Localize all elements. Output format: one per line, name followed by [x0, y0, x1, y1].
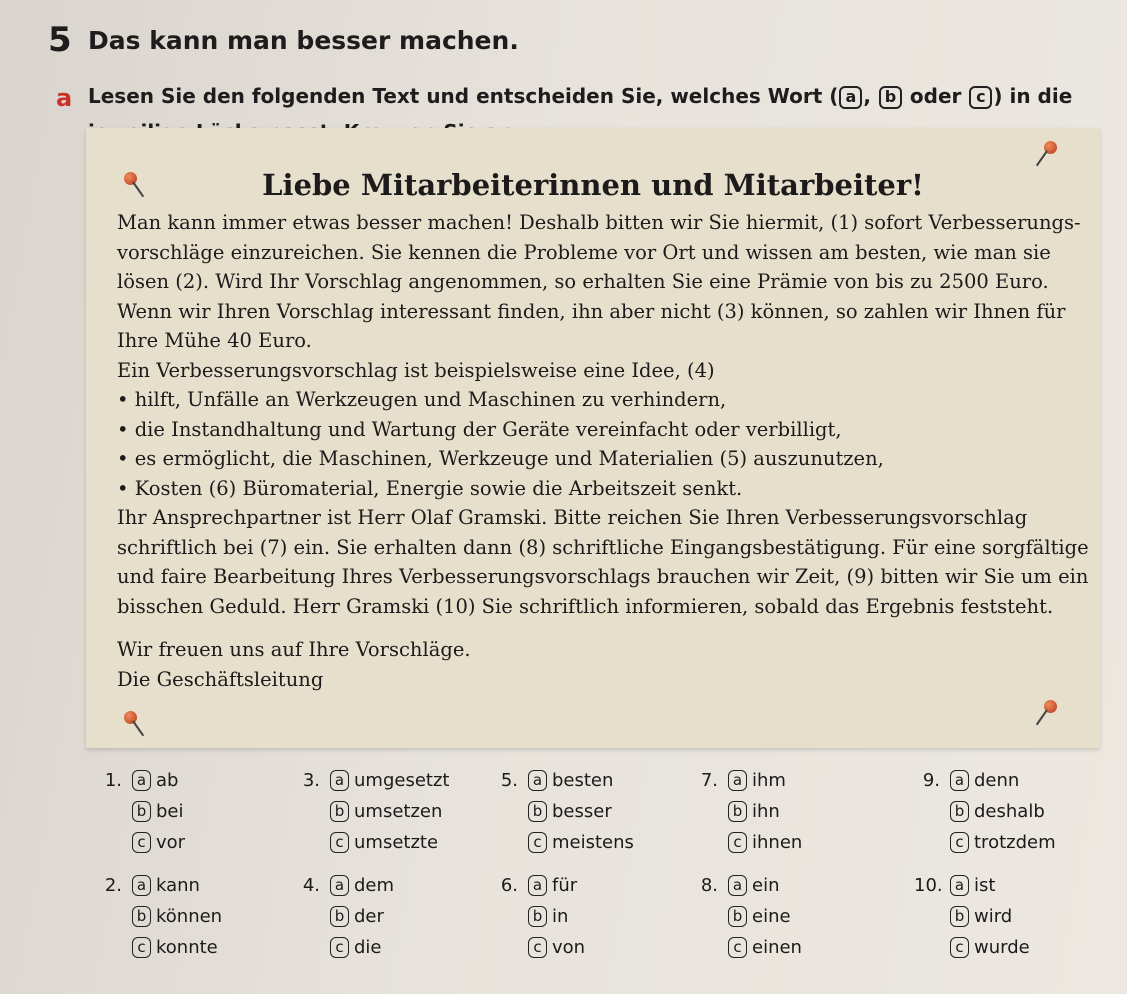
answer-option[interactable]	[528, 906, 568, 927]
answer-option[interactable]	[950, 937, 1030, 958]
option-text: ein	[752, 875, 780, 896]
pin-icon	[124, 711, 137, 724]
checkbox-c[interactable]: c	[132, 937, 151, 958]
exercise-number: 5	[48, 20, 72, 60]
answer-option[interactable]	[132, 937, 218, 958]
option-text: bei	[156, 801, 184, 822]
option-text: deshalb	[974, 801, 1045, 822]
question-number: 2.	[104, 875, 122, 896]
option-text: der	[354, 906, 384, 927]
answer-option[interactable]	[950, 832, 1056, 853]
question-number: 1.	[104, 770, 122, 791]
question-number: 8.	[700, 875, 718, 896]
option-text: dem	[354, 875, 395, 896]
option-text: einen	[752, 937, 802, 958]
option-text: für	[552, 875, 578, 896]
answer-option[interactable]	[330, 801, 442, 822]
answer-option[interactable]	[528, 770, 613, 791]
option-text: ihnen	[752, 832, 803, 853]
answer-option[interactable]	[728, 875, 779, 896]
checkbox-c[interactable]: c	[950, 937, 969, 958]
option-text: umgesetzt	[354, 770, 450, 791]
answer-option[interactable]	[528, 801, 612, 822]
answer-option[interactable]	[330, 875, 394, 896]
question-number: 9.	[922, 770, 940, 791]
question-number: 4.	[302, 875, 320, 896]
letter-bullet: • hilft, Unfälle an Werkzeugen und Maschinen zu verhindern,	[117, 385, 1102, 415]
checkbox-a[interactable]: a	[132, 770, 151, 791]
sub-exercise-letter: a	[56, 84, 73, 112]
option-text: umsetzte	[354, 832, 439, 853]
answer-option[interactable]	[132, 770, 178, 791]
answer-option[interactable]	[950, 801, 1045, 822]
option-text: kann	[156, 875, 200, 896]
option-text: wurde	[974, 937, 1030, 958]
option-text: ihm	[752, 770, 786, 791]
instruction-part1: Lesen Sie den folgenden Text und entscheiden Sie, welches Wort (	[88, 84, 839, 108]
checkbox-c[interactable]: c	[728, 937, 747, 958]
option-text: meistens	[552, 832, 634, 853]
answer-option[interactable]	[132, 906, 222, 927]
question-number: 5.	[500, 770, 518, 791]
option-text: ihn	[752, 801, 780, 822]
letter-line: lösen (2). Wird Ihr Vorschlag angenommen, so erhalten Sie eine Prämie von bis zu 2500 Euro.	[117, 270, 1049, 293]
option-text: ist	[974, 875, 996, 896]
option-text: von	[552, 937, 586, 958]
checkbox-b[interactable]: b	[528, 906, 547, 927]
answer-options	[96, 770, 1096, 980]
checkbox-c[interactable]: c	[330, 832, 349, 853]
checkbox-c[interactable]: c	[132, 832, 151, 853]
checkbox-b[interactable]: b	[132, 801, 151, 822]
option-text: eine	[752, 906, 791, 927]
answer-option[interactable]	[950, 875, 995, 896]
answer-option[interactable]	[132, 832, 185, 853]
checkbox-a[interactable]: a	[330, 875, 349, 896]
letter-bullet: • Kosten (6) Büromaterial, Energie sowie die Arbeitszeit senkt.	[117, 474, 1102, 504]
checkbox-b[interactable]: b	[728, 906, 747, 927]
answer-option[interactable]	[330, 832, 438, 853]
instruction-part2: ) in die	[993, 84, 1073, 108]
answer-option[interactable]	[132, 801, 184, 822]
checkbox-b[interactable]: b	[950, 801, 969, 822]
checkbox-a[interactable]: a	[528, 770, 547, 791]
checkbox-c[interactable]: c	[528, 832, 547, 853]
letter-line: Ihr Ansprechpartner ist Herr Olaf Gramski. Bitte reichen Sie Ihren Verbesserungsvorschlag	[117, 506, 1028, 529]
checkbox-a[interactable]: a	[728, 770, 747, 791]
answer-option[interactable]	[728, 801, 780, 822]
answer-option[interactable]	[330, 906, 384, 927]
option-text: wird	[974, 906, 1013, 927]
checkbox-b[interactable]: b	[950, 906, 969, 927]
pin-icon	[1044, 141, 1057, 154]
option-c-marker: c	[969, 86, 992, 109]
checkbox-a[interactable]: a	[950, 770, 969, 791]
answer-option[interactable]	[528, 875, 577, 896]
question-number: 10.	[914, 875, 943, 896]
letter-line: Man kann immer etwas besser machen! Deshalb bitten wir Sie hiermit, (1) sofort Verbesserungs-	[117, 211, 1081, 234]
letter-line: und faire Bearbeitung Ihres Verbesserungsvorschlags brauchen wir Zeit, (9) bitten wir Sie um ein	[117, 565, 1089, 588]
option-b-marker: b	[879, 86, 902, 109]
letter-heading: Liebe Mitarbeiterinnen und Mitarbeiter!	[262, 168, 924, 202]
checkbox-a[interactable]: a	[132, 875, 151, 896]
letter-line: Wenn wir Ihren Vorschlag interessant finden, ihn aber nicht (3) können, so zahlen wir Ihnen für	[117, 299, 1066, 323]
option-text: können	[156, 906, 223, 927]
option-text: in	[552, 906, 569, 927]
pin-icon	[1044, 700, 1057, 713]
answer-option[interactable]	[330, 937, 382, 958]
checkbox-a[interactable]: a	[330, 770, 349, 791]
answer-option[interactable]	[728, 906, 791, 927]
option-text: konnte	[156, 937, 218, 958]
checkbox-a[interactable]: a	[950, 875, 969, 896]
checkbox-c[interactable]: c	[728, 832, 747, 853]
letter-line: vorschläge einzureichen. Sie kennen die Probleme vor Ort und wissen am besten, wie man sie	[117, 240, 1051, 264]
option-text: umsetzen	[354, 801, 443, 822]
answer-option[interactable]	[728, 832, 802, 853]
letter-line: bisschen Geduld. Herr Gramski (10) Sie schriftlich informieren, sobald das Ergebnis feststeht.	[117, 594, 1054, 618]
answer-option[interactable]	[528, 937, 585, 958]
letter-bullet: • es ermöglicht, die Maschinen, Werkzeuge und Materialien (5) auszunutzen,	[117, 444, 1102, 474]
option-text: vor	[156, 832, 186, 853]
instruction-oder: oder	[909, 84, 962, 108]
instruction-comma: ,	[863, 84, 871, 108]
answer-option[interactable]	[950, 770, 1019, 791]
answer-option[interactable]	[330, 770, 449, 791]
option-text: besser	[552, 801, 612, 822]
question-number: 7.	[700, 770, 718, 791]
question-number: 6.	[500, 875, 518, 896]
exercise-title: Das kann man besser machen.	[88, 26, 519, 55]
letter-bullet: • die Instandhaltung und Wartung der Geräte vereinfacht oder verbilligt,	[117, 415, 1102, 445]
option-text: denn	[974, 770, 1020, 791]
checkbox-b[interactable]: b	[330, 906, 349, 927]
question-number: 3.	[302, 770, 320, 791]
option-text: besten	[552, 770, 614, 791]
letter-body	[117, 208, 1102, 694]
checkbox-a[interactable]: a	[528, 875, 547, 896]
letter-line: Ein Verbesserungsvorschlag ist beispielsweise eine Idee, (4)	[117, 358, 715, 382]
checkbox-c[interactable]: c	[528, 937, 547, 958]
checkbox-b[interactable]: b	[330, 801, 349, 822]
option-text: die	[354, 937, 382, 958]
answer-option[interactable]	[528, 832, 634, 853]
answer-option[interactable]	[728, 770, 786, 791]
answer-option[interactable]	[950, 906, 1012, 927]
letter-line: Ihre Mühe 40 Euro.	[117, 329, 312, 352]
option-text: trotzdem	[974, 832, 1056, 853]
letter-card	[86, 128, 1100, 748]
option-a-marker: a	[839, 86, 862, 109]
checkbox-c[interactable]: c	[950, 832, 969, 853]
letter-signature: Die Geschäftsleitung	[117, 667, 324, 691]
checkbox-b[interactable]: b	[132, 906, 151, 927]
letter-closing: Wir freuen uns auf Ihre Vorschläge.	[117, 638, 471, 661]
letter-line: schriftlich bei (7) ein. Sie erhalten dann (8) schriftliche Eingangsbestätigung. Für eine sorgfältige	[117, 535, 1089, 559]
checkbox-a[interactable]: a	[728, 875, 747, 896]
checkbox-c[interactable]: c	[330, 937, 349, 958]
option-text: ab	[156, 770, 179, 791]
checkbox-b[interactable]: b	[728, 801, 747, 822]
answer-option[interactable]	[132, 875, 200, 896]
checkbox-b[interactable]: b	[528, 801, 547, 822]
answer-option[interactable]	[728, 937, 802, 958]
